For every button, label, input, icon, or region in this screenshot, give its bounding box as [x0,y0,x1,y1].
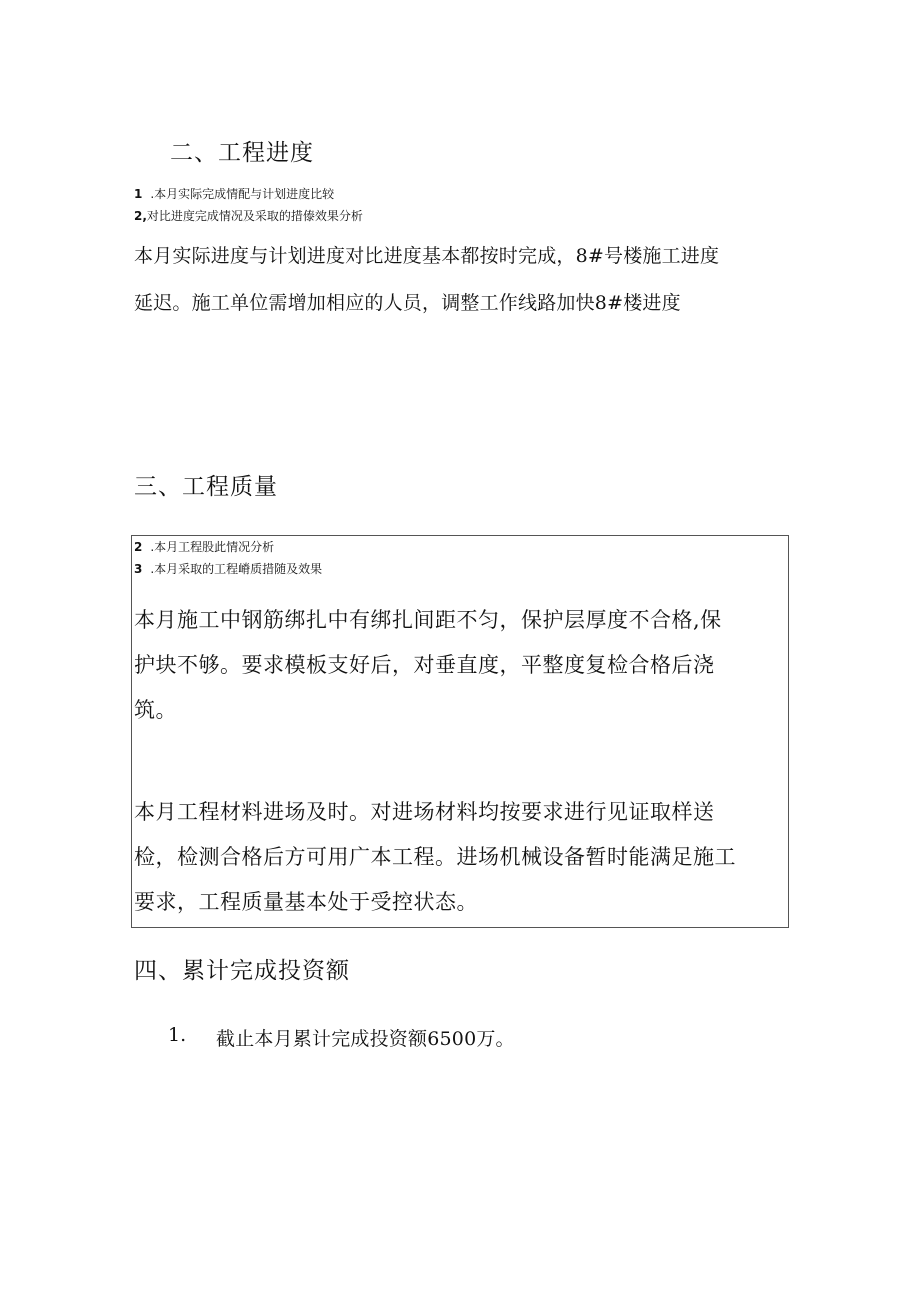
subitem-number: 2, [134,209,147,223]
subitem-number: 3 [134,562,143,576]
section-title-investment: 四、累计完成投资额 [134,958,350,984]
investment-item-number: 1. [168,1024,187,1046]
quality-paragraph-1-line-2: 护块不够。要求模板支好后，对垂直度，平整度复检合格后浇 [134,653,715,677]
quality-subitem-2 [134,560,322,577]
section-title-quality: 三、工程质量 [134,474,278,500]
subitem-text: .本月采取的工程嵴质措随及效果 [150,562,323,576]
quality-paragraph-1-line-3: 筑。 [134,698,177,722]
quality-paragraph-2-line-1: 本月工程材料进场及时。对进场材料均按要求进行见证取样送 [134,800,715,824]
subitem-number: 1 [134,187,143,201]
progress-paragraph-line-2: 延迟。施工单位需增加相应的人员，调整工作线路加快8#楼进度 [134,292,681,314]
subitem-text: 对比进度完成情况及采取的措傣效果分析 [146,209,363,223]
quality-subitem-1 [134,538,274,555]
progress-subitem-2 [134,207,363,224]
quality-paragraph-2-line-2: 检，检测合格后方可用广本工程。进场机械设备暂时能满足施工 [134,845,736,869]
quality-paragraph-2-line-3: 要求，工程质量基本处于受控状态。 [134,890,478,914]
subitem-text: .本月实际完成情配与计划进度比较 [150,187,335,201]
subitem-text: .本月工程股此情况分析 [150,540,275,554]
section-title-progress: 二、工程进度 [170,140,314,166]
progress-paragraph-line-1: 本月实际进度与计划进度对比进度基本都按时完成，8#号楼施工进度 [134,245,720,267]
investment-item-text: 截止本月累计完成投资额6500万。 [216,1028,515,1050]
subitem-number: 2 [134,540,143,554]
quality-paragraph-2 [134,790,736,925]
progress-subitem-1 [134,185,334,202]
quality-paragraph-1 [134,598,722,733]
quality-paragraph-1-line-1: 本月施工中钢筋绑扎中有绑扎间距不匀，保护层厚度不合格,保 [134,608,722,632]
